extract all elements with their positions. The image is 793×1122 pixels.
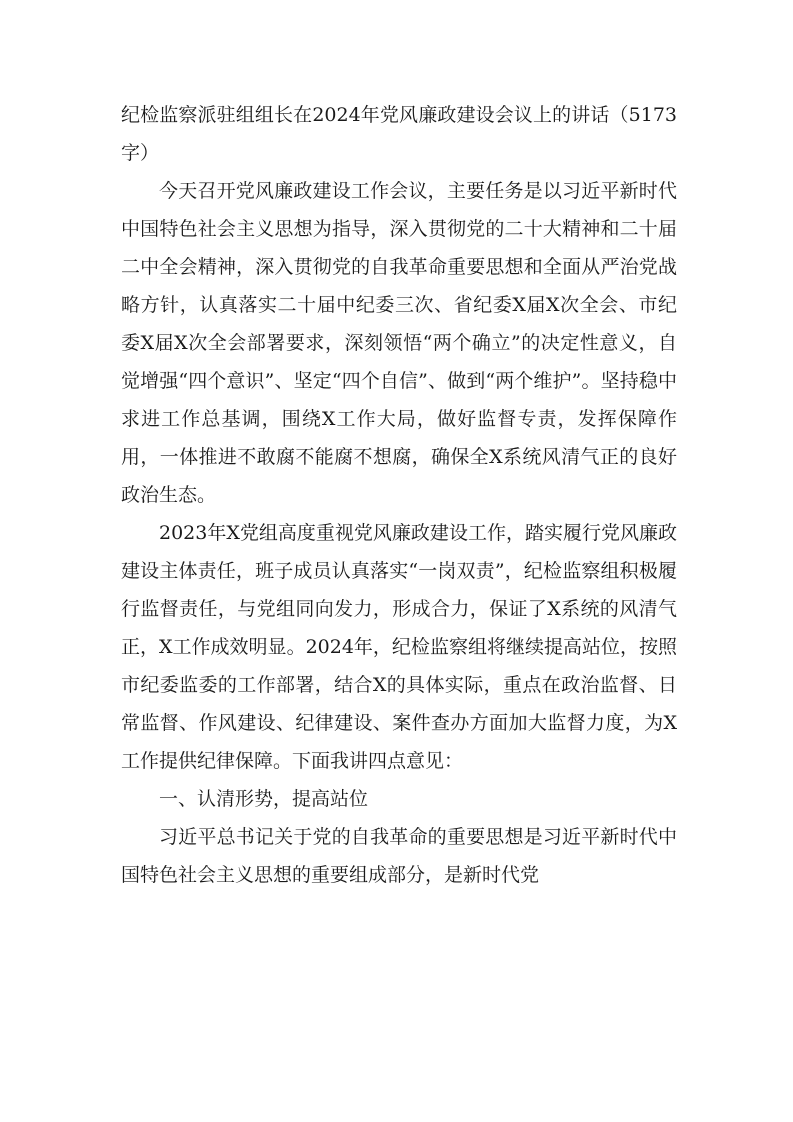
body-paragraph-1: 今天召开党风廉政建设工作会议，主要任务是以习近平新时代中国特色社会主义思想为指导，深入贯彻党的二十大精神和二十届二中全会精神，深入贯彻党的自我革命重要思想和全面从严治党战略方针，认真落实二十届中纪委三次、省纪委X届X次全会、市纪委X届X次全会部署要求，深刻领悟“两个确立”的决定性意义，自觉增强“四个意识”、坚定“四个自信”、做到“两个维护”。坚持稳中求进工作总基调，围绕X工作大局，做好监督专责，发挥保障作用，一体推进不敢腐不能腐不想腐，确保全X系统风清气正的良好政治生态。 xyxy=(121,180,677,506)
section-paragraph-1: 习近平总书记关于党的自我革命的重要思想是习近平新时代中国特色社会主义思想的重要组成部分，是新时代党 xyxy=(121,826,677,886)
document-body xyxy=(121,96,677,894)
section-heading-1: 一、认清形势，提高站位 xyxy=(159,788,369,810)
body-paragraph-2: 2023年X党组高度重视党风廉政建设工作，踏实履行党风廉政建设主体责任，班子成员认真落实“一岗双责”，纪检监察组积极履行监督责任，与党组同向发力，形成合力，保证了X系统的风清气正，X工作成效明显。2024年，纪检监察组将继续提高站位，按照市纪委监委的工作部署，结合X的具体实际，重点在政治监督、日常监督、作风建设、纪律建设、案件查办方面加大监督力度，为X工作提供纪律保障。下面我讲四点意见： xyxy=(121,522,677,772)
document-title: 纪检监察派驻组组长在2024年党风廉政建设会议上的讲话（5173字） xyxy=(121,104,677,164)
